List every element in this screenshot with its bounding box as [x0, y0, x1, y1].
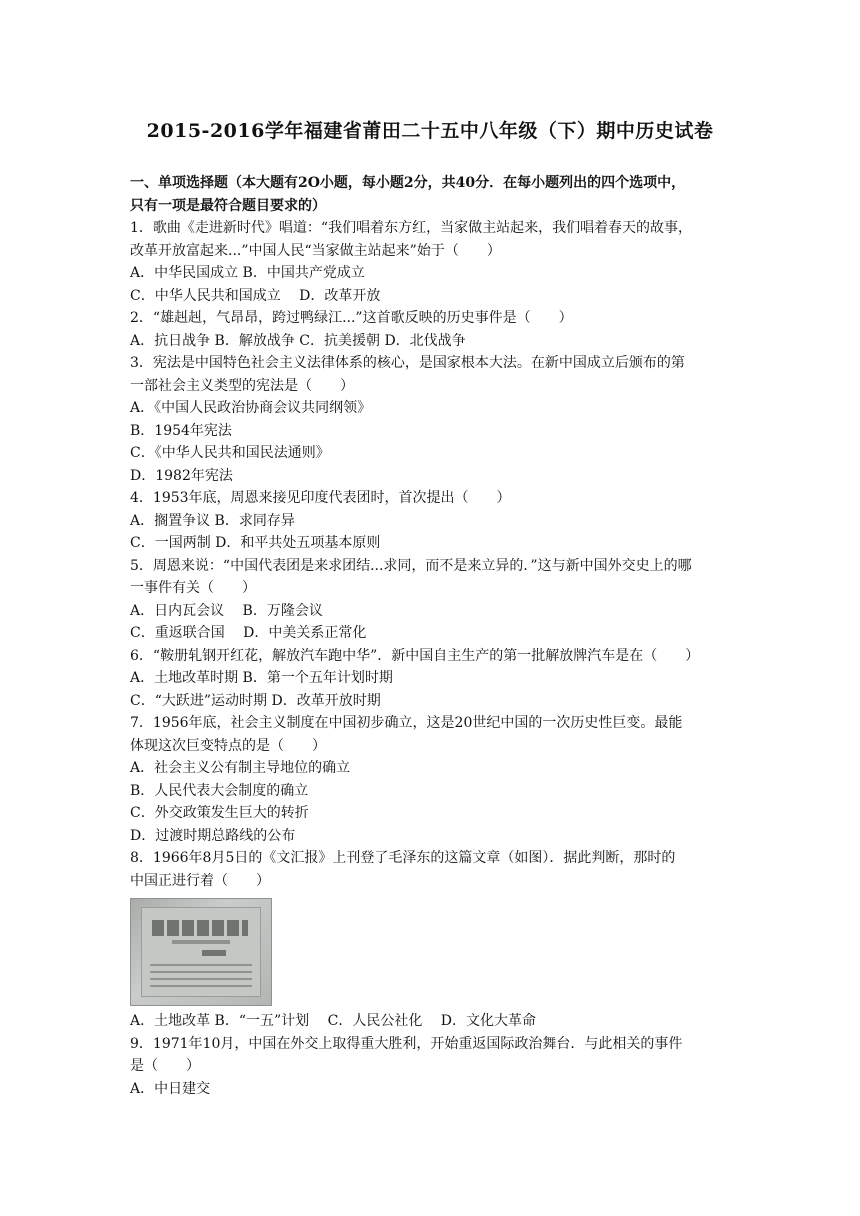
question-option: B．人民代表大会制度的确立 — [130, 782, 309, 799]
question-9 — [130, 1033, 730, 1101]
question-stem: 体现这次巨变特点的是（ ） — [130, 737, 326, 754]
question-8 — [130, 847, 730, 1033]
question-options: C．“大跃进”运动时期 D．改革开放时期 — [130, 692, 381, 709]
question-stem: 是（ ） — [130, 1058, 200, 1074]
question-3 — [130, 352, 730, 487]
exam-body — [130, 172, 730, 1100]
question-stem: 4．1953年底，周恩来接见印度代表团时，首次提出（ ） — [130, 490, 511, 506]
question-option: A．社会主义公有制主导地位的确立 — [130, 760, 351, 776]
question-options: A．抗日战争 B．解放战争 C．抗美援朝 D．北伐战争 — [130, 332, 466, 349]
question-stem: 1．歌曲《走进新时代》唱道：“我们唱着东方红，当家做主站起来，我们唱着春天的故事， — [130, 220, 693, 236]
question-4 — [130, 487, 730, 555]
section-heading-line-1: 一、单项选择题（本大题有2O小题，每小题2分，共40分．在每小题列出的四个选项中， — [130, 175, 686, 191]
question-option: B．1954年宪法 — [130, 422, 232, 439]
question-stem: 改革开放富起来...”中国人民“当家做主站起来”始于（ ） — [130, 242, 501, 259]
question-stem: 7．1956年底，社会主义制度在中国初步确立，这是20世纪中国的一次历史性巨变。最能 — [130, 715, 683, 731]
newspaper-headline-image — [152, 920, 248, 936]
question-stem: 中国正进行着（ ） — [130, 872, 270, 889]
question-options: A．搁置争议 B．求同存异 — [130, 512, 295, 529]
question-options: A．日内瓦会议 B．万隆会议 — [130, 602, 323, 619]
question-7 — [130, 712, 730, 847]
question-stem: 2．“雄赳赳，气昂昂，跨过鸭绿江...”这首歌反映的历史事件是（ ） — [130, 310, 573, 326]
question-2 — [130, 307, 730, 352]
question-option: A．中日建交 — [130, 1080, 211, 1097]
question-option: A．《中国人民政治协商会议共同纲领》 — [130, 400, 372, 416]
question-stem: 6．“鞍册轧钢开红花，解放汽车跑中华”．新中国自主生产的第一批解放牌汽车是在（ ） — [130, 647, 700, 664]
question-stem: 5．周恩来说：“中国代表团是来求团结...求同，而不是来立异的．”这与新中国外交史上的哪 — [130, 557, 692, 574]
question-options: A．中华民国成立 B．中国共产党成立 — [130, 265, 365, 281]
newspaper-article-photo — [130, 898, 272, 1006]
question-option: C．《中华人民共和国民法通则》 — [130, 445, 330, 461]
question-6 — [130, 645, 730, 713]
question-option: C．外交政策发生巨大的转折 — [130, 805, 309, 821]
question-stem: 8．1966年8月5日的《文汇报》上刊登了毛泽东的这篇文章（如图）．据此判断，那时的 — [130, 850, 676, 866]
question-options: A．土地改革 B．“一五”计划 C．人民公社化 D．文化大革命 — [130, 1013, 536, 1029]
page-title: 2015-2016学年福建省莆田二十五中八年级（下）期中历史试卷 — [146, 120, 714, 142]
section-heading-line-2: 只有一项是最符合题目要求的） — [130, 197, 326, 214]
newspaper-text-image — [150, 964, 252, 990]
question-option: D．1982年宪法 — [130, 467, 233, 484]
question-options: C．重返联合国 D．中美关系正常化 — [130, 625, 367, 641]
question-options: C．一国两制 D．和平共处五项基本原则 — [130, 535, 381, 551]
question-stem: 一事件有关（ ） — [130, 580, 256, 596]
newspaper-subtitle-image — [172, 940, 230, 944]
question-5 — [130, 555, 730, 645]
question-1 — [130, 217, 730, 307]
question-option: D．过渡时期总路线的公布 — [130, 827, 296, 844]
question-stem: 一部社会主义类型的宪法是（ ） — [130, 377, 354, 394]
question-options: A．土地改革时期 B．第一个五年计划时期 — [130, 670, 393, 686]
question-stem: 9．1971年10月，中国在外交上取得重大胜利，开始重返国际政治舞台．与此相关的事件 — [130, 1035, 683, 1052]
newspaper-signature-image — [202, 950, 226, 956]
question-stem: 3．宪法是中国特色社会主义法律体系的核心，是国家根本大法。在新中国成立后颁布的第 — [130, 355, 685, 371]
question-options: C．中华人民共和国成立 D．改革开放 — [130, 287, 381, 304]
newspaper-page-image — [141, 907, 261, 997]
